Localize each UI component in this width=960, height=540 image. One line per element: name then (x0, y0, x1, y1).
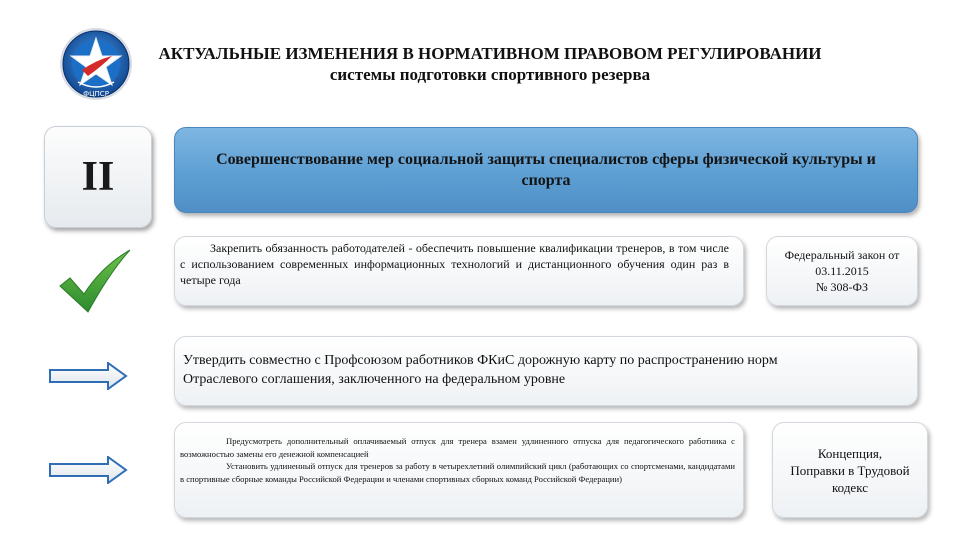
source-line: Федеральный закон от (784, 248, 900, 262)
item-card-qualification (174, 236, 744, 306)
section-numeral: II (81, 154, 115, 200)
source-card-federal-law (766, 236, 918, 306)
section-title: Совершенствование мер социальной защиты специалистов сферы физической культуры и спорта (216, 151, 876, 189)
check-icon (58, 248, 132, 314)
logo-arc-text: ФЦПСР (83, 90, 109, 98)
item-paragraph (180, 435, 735, 460)
arrow-right-icon (48, 362, 128, 390)
section-title-banner (174, 127, 918, 213)
source-line: 03.11.2015 (815, 264, 869, 278)
source-line: № 308-ФЗ (816, 280, 868, 294)
source-line: Концепция, (817, 445, 883, 461)
source-line: кодекс (832, 479, 868, 495)
item-card-roadmap (174, 336, 918, 406)
item-card-leave (174, 422, 744, 518)
item-text-line: Отраслевого соглашения, заключенного на федеральном уровне (183, 372, 566, 387)
item-paragraph (180, 460, 735, 485)
item-paragraph-text: Предусмотреть дополнительный оплачиваемый отпуск для тренера взамен удлиненного отпуска для педагогического работника с возможностью замены его денежной компенсацией (180, 436, 735, 459)
star-emblem-icon (58, 26, 134, 102)
item-text-line: Утвердить совместно с Профсоюзом работников ФКиС дорожную карту по распространению норм (183, 353, 778, 368)
item-text: Закрепить обязанность работодателей - обеспечить повышение квалификации тренеров, в том числе с использованием современных информационных технологий и дистанционного обучения один раз в четыре года (180, 241, 729, 287)
source-line: Поправки в Трудовой (790, 462, 910, 478)
section-numeral-box (44, 126, 152, 228)
source-card-concept (772, 422, 928, 518)
page-title (140, 43, 840, 85)
title-line-1: АКТУАЛЬНЫЕ ИЗМЕНЕНИЯ В НОРМАТИВНОМ ПРАВОВОМ РЕГУЛИРОВАНИИ (158, 44, 822, 63)
arrow-right-icon (48, 456, 128, 484)
item-paragraph-text: Установить удлиненный отпуск для тренеров за работу в четырехлетний олимпийский цикл (работающих со спортсменами, кандидатами в спортивные сборные команды Российской Федерации и членами спортивных сборных команд Российской Федерации) (180, 461, 735, 484)
title-line-2: системы подготовки спортивного резерва (329, 65, 651, 84)
